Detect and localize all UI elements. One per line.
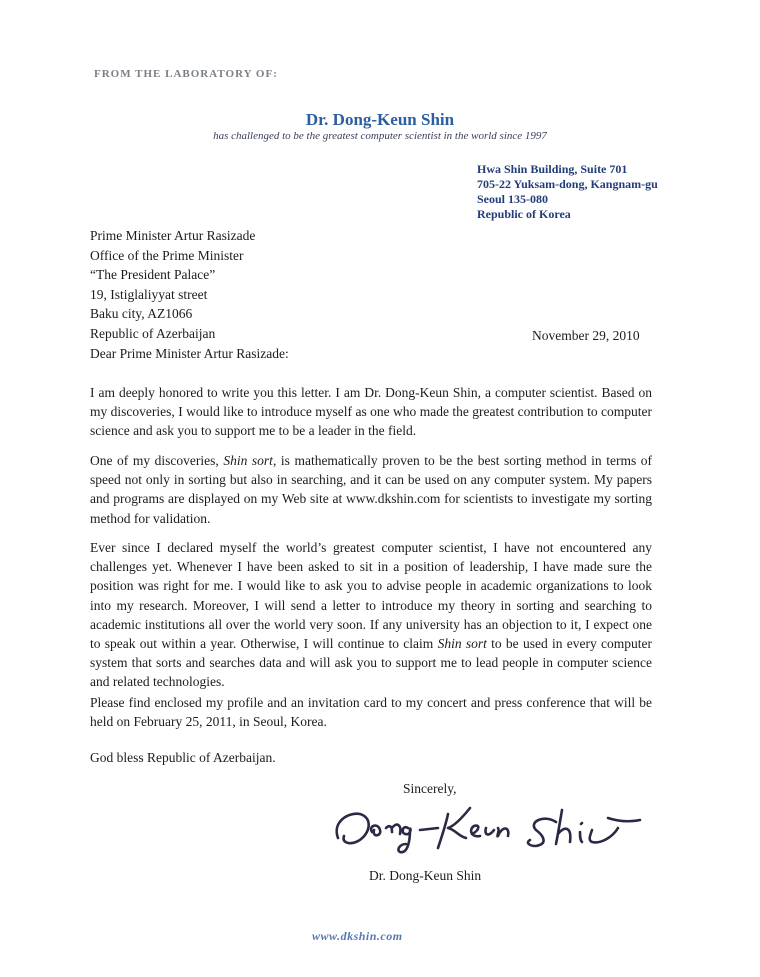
sender-address-line: Seoul 135-080 [477,192,549,206]
sender-address [477,162,658,222]
paragraph-text: , is mathematically proven to be the best sorting method in terms of speed not only in sorting but also in searching, and it can be used on any computer system. My papers and programs are displayed on my Web site at www.dkshin.com for scientists to investigate my sorting method for validation. [90,453,653,526]
emphasis-text: Shin sort [223,453,273,468]
paragraph-text: Please find enclosed my profile and an invitation card to my concert and press conference that will be held on February 25, 2011, in Seoul, Korea. [90,695,652,730]
recipient-address-line: 19, Istiglaliyyat street [90,286,208,302]
signer-name: Dr. Dong-Keun Shin [369,868,482,883]
letterhead-from: FROM THE LABORATORY OF: [94,68,278,80]
recipient-address-line: Office of the Prime Minister [90,247,244,263]
salutation: Dear Prime Minister Artur Rasizade: [90,346,289,361]
sender-address-line: Hwa Shin Building, Suite 701 [477,162,628,176]
letterhead-name: Dr. Dong-Keun Shin [305,110,455,129]
letter-date: November 29, 2010 [532,328,640,343]
recipient-address-line: Republic of Azerbaijan [90,325,216,341]
sender-address-line: Republic of Korea [477,207,571,221]
footer-website[interactable]: www.dkshin.com [312,929,403,943]
recipient-address-line: Prime Minister Artur Rasizade [90,228,256,243]
recipient-address-line: Baku city, AZ1066 [90,306,193,321]
body-paragraph-2 [90,451,652,528]
paragraph-text: to be used in every computer system that sorts and searches data and will ask you to support me to lead people in computer science and related technologies. [90,636,653,690]
paragraph-text: One of my discoveries, [90,453,224,468]
handwritten-signature [330,800,650,862]
emphasis-text: Shin sort [437,636,487,652]
recipient-address [90,226,255,343]
recipient-address-line: “The President Palace” [90,267,216,282]
letterhead-tagline: has challenged to be the greatest computer scientist in the world since 1997 [213,130,547,142]
body-paragraph-1 [90,383,652,441]
sign-off: Sincerely, [403,781,457,796]
closing-blessing: God bless Republic of Azerbaijan. [90,750,276,765]
sender-address-line: 705-22 Yuksam-dong, Kangnam-gu [477,177,658,191]
paragraph-text: Ever since I declared myself the world’s greatest computer scientist, I have not encountered any challenges yet. Whenever I have been asked to sit in a position of leadership, I have made sure the position was right for me. I would like to ask you to advise people in academic organizations to look into my research. Moreover, I will send a letter to introduce my theory in sorting and searching to academic institutions all over the world very soon. If any university has an objection to it, I expect one to speak out within a year. Otherwise, I will continue to claim [90,540,652,652]
body-paragraph-4 [90,693,652,731]
paragraph-text: I am deeply honored to write you this letter. I am Dr. Dong-Keun Shin, a computer scientist. Based on my discoveries, I would like to introduce myself as one who made the greatest contribution to computer science and ask you to support me to be a leader in the field. [90,385,652,439]
body-paragraph-3 [90,538,652,692]
